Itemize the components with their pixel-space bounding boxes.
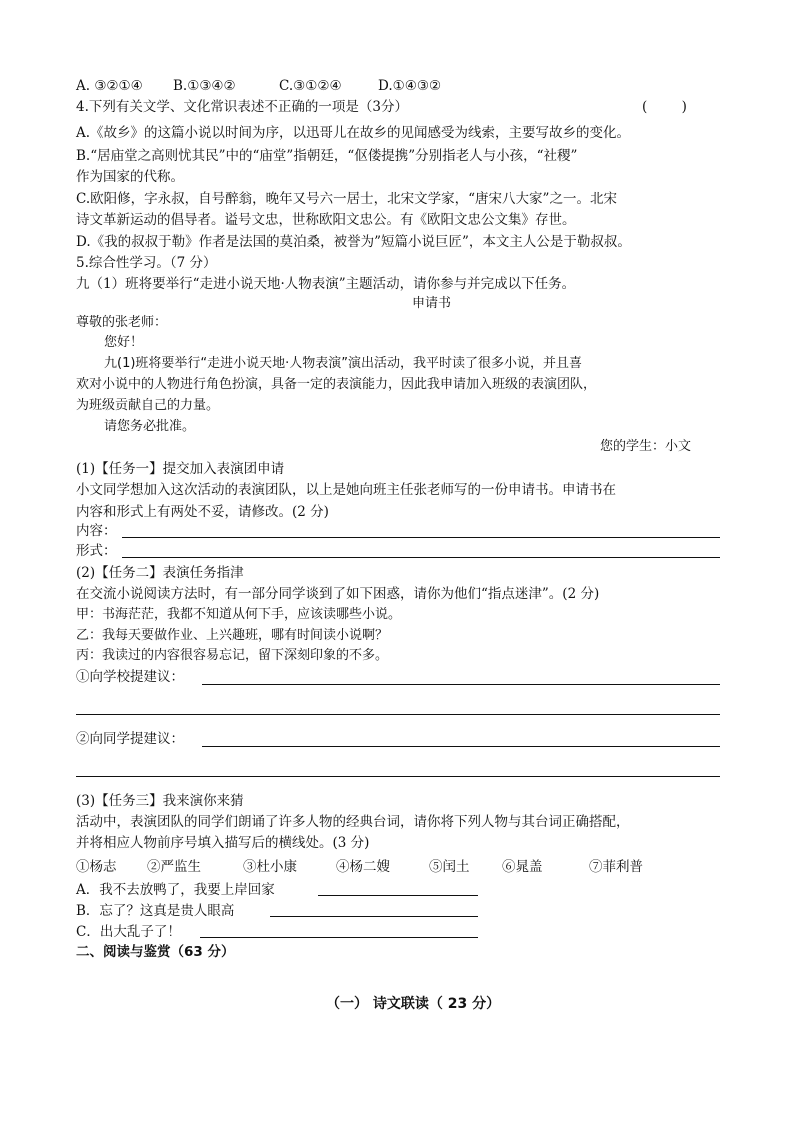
dialogue-a-answer-line[interactable] — [318, 895, 478, 896]
form-answer-line[interactable] — [122, 557, 720, 558]
q4-option-b: B.“居庙堂之高则忧其民”中的“庙堂”指朝廷，“伛偻提携”分别指老人与小孩，“社稷” — [76, 148, 578, 164]
character: ③杜小康 — [243, 859, 297, 875]
character: ④杨二嫂 — [336, 859, 390, 875]
dialogue-c-answer-line[interactable] — [200, 937, 478, 938]
classmate-suggestion-label: ②向同学提建议： — [76, 731, 184, 747]
dialogue-line-a: A．我不去放鸭了，我要上岸回家 — [76, 882, 275, 898]
task2-title: (2)【任务二】表演任务指津 — [76, 565, 244, 581]
q4-option-d: D.《我的叔叔于勒》作者是法国的莫泊桑，被誉为”短篇小说巨匠”，本文主人公是于勒叔叔。 — [76, 234, 631, 250]
task3-desc: 并将相应人物前序号填入描写后的横线处。(3 分) — [76, 835, 370, 851]
school-answer-line[interactable] — [202, 684, 720, 685]
task2-desc: 在交流小说阅读方法时，有一部分同学谈到了如下困惑，请你为他们“指点迷津”。(2 分) — [76, 586, 600, 602]
form-label: 形式： — [76, 543, 117, 559]
q3-options — [76, 76, 441, 96]
content-label: 内容： — [76, 523, 117, 539]
character: ②严监生 — [147, 859, 201, 875]
letter-greeting: 您好！ — [104, 335, 144, 350]
letter-salutation: 尊敬的张老师： — [76, 315, 168, 330]
task1-desc: 内容和形式上有两处不妥，请修改。(2 分) — [76, 504, 329, 520]
q4-option-b-cont: 作为国家的代称。 — [76, 169, 184, 185]
classmate-answer-line[interactable] — [202, 746, 720, 747]
section-heading: 二、阅读与鉴赏（63 分） — [76, 944, 235, 960]
answer-paren: ( ) — [642, 99, 687, 115]
classmate-answer-line-2[interactable] — [76, 776, 720, 777]
character: ⑦菲利普 — [589, 859, 643, 875]
character: ⑥晁盖 — [502, 859, 543, 875]
confusion-bing: 丙：我读过的内容很容易忘记，留下深刻印象的不多。 — [76, 648, 389, 663]
dialogue-b-answer-line[interactable] — [270, 916, 478, 917]
option: B.①③④② — [173, 78, 236, 94]
confusion-jia: 甲：书海茫茫，我都不知道从何下手，应该读哪些小说。 — [76, 607, 402, 622]
character: ①杨志 — [76, 859, 117, 875]
school-suggestion-label: ①向学校提建议： — [76, 669, 184, 685]
q4-option-a: A.《故乡》的这篇小说以时间为序，以迅哥儿在故乡的见闻感受为线索，主要写故乡的变化。 — [76, 125, 631, 141]
letter-body: 九(1)班将要举行“走进小说天地·人物表演”演出活动，我平时读了很多小说，并且喜 — [104, 356, 583, 371]
q5-intro: 九（1）班将要举行“走进小说天地·人物表演”主题活动，请你参与并完成以下任务。 — [76, 276, 576, 292]
q4-stem: 4.下列有关文学、文化常识表述不正确的一项是（3分） — [76, 99, 408, 115]
school-answer-line-2[interactable] — [76, 714, 720, 715]
character: ⑤闰土 — [429, 859, 470, 875]
subsection-heading: （一） 诗文联读（ 23 分） — [326, 996, 501, 1012]
letter-body: 为班级贡献自己的力量。 — [76, 398, 220, 413]
letter-closing: 请您务必批准。 — [104, 419, 196, 434]
q4-option-c-cont: 诗文革新运动的倡导者。谥号文忠，世称欧阳文忠公。有《欧阳文忠公文集》存世。 — [76, 212, 576, 228]
task1-title: (1)【任务一】提交加入表演团申请 — [76, 461, 285, 477]
task3-desc: 活动中，表演团队的同学们朗诵了许多人物的经典台词，请你将下列人物与其台词正确搭配， — [76, 814, 630, 830]
character-list — [76, 857, 643, 877]
letter-body: 欢对小说中的人物进行角色扮演，具备一定的表演能力，因此我申请加入班级的表演团队， — [76, 377, 597, 392]
option: D.①④③② — [378, 78, 442, 94]
dialogue-line-c: C．出大乱子了！ — [76, 924, 181, 940]
task1-desc: 小文同学想加入这次活动的表演团队，以上是她向班主任张老师写的一份申请书。申请书在 — [76, 482, 616, 498]
content-answer-line[interactable] — [122, 537, 720, 538]
letter-signature: 您的学生：小文 — [600, 439, 692, 454]
task3-title: (3)【任务三】我来演你来猜 — [76, 793, 244, 809]
q5-stem: 5.综合性学习。（7 分） — [76, 255, 217, 271]
q4-option-c: C.欧阳修，字永叔，自号醉翁，晚年又号六一居士，北宋文学家，“唐宋八大家”之一。北宋 — [76, 191, 617, 207]
letter-title: 申请书 — [412, 296, 452, 311]
option: A. ③②①④ — [76, 78, 143, 94]
confusion-yi: 乙：我每天要做作业、上兴趣班，哪有时间读小说啊？ — [76, 628, 389, 643]
option: C.③①②④ — [279, 78, 342, 94]
dialogue-line-b: B．忘了？这真是贵人眼高 — [76, 903, 235, 919]
